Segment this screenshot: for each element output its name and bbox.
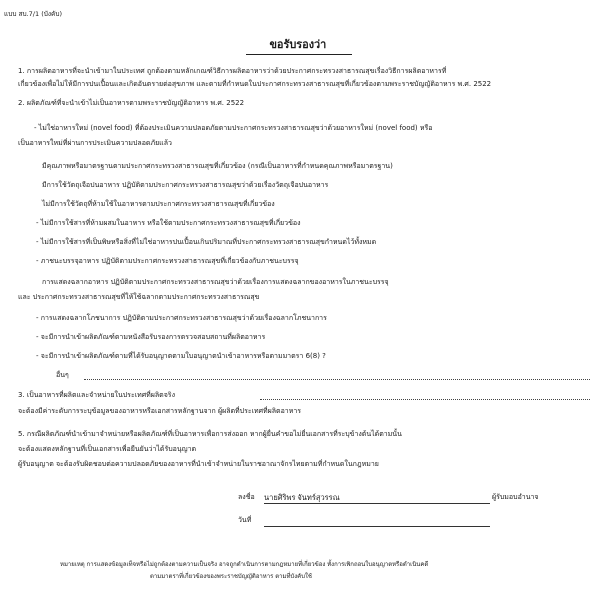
- dash-item: - ไม่มีการใช้สารที่เป็นพิษหรือสิ่งที่ไม่ใช่อาหารปนเปื้อนเกินปริมาณที่ประกาศกระทรวงสาธารณสุขกำหนดไว้ทั้งหมด: [36, 238, 377, 246]
- document-title: ขอรับรองว่า: [269, 38, 327, 51]
- checklist-item: ไม่มีการใช้วัตถุที่ห้ามใช้ในอาหารตามประกาศกระทรวงสาธารณสุขที่เกี่ยวข้อง: [42, 200, 275, 208]
- dash-item-text: ไม่มีการใช้สารที่เป็นพิษหรือสิ่งที่ไม่ใช่อาหารปนเปื้อนเกินปริมาณที่ประกาศกระทรวงสาธารณสุขกำหนดไว้ทั้งหมด: [40, 238, 377, 246]
- dash-item-text: การแสดงฉลากโภชนาการ ปฏิบัติตามประกาศกระทรวงสาธารณสุขว่าด้วยเรื่องฉลากโภชนาการ: [40, 314, 327, 322]
- label-note: และ ประกาศกระทรวงสาธารณสุขที่ให้ใช้ฉลากตามประกาศกระทรวงสาธารณสุข: [18, 293, 260, 301]
- title-underline: [246, 54, 352, 55]
- date-line: [264, 526, 490, 527]
- dash-item-text: ไม่มีการใช้สารที่ห้ามผสมในอาหาร หรือใช้ตามประกาศกระทรวงสาธารณสุขที่เกี่ยวข้อง: [40, 219, 301, 227]
- section1-line2: เกี่ยวข้องเพื่อไม่ให้มีการปนเปื้อนและเกิดอันตรายต่อสุขภาพ และตามที่กำหนดในประกาศกระทรวงสาธารณสุขที่เกี่ยวข้องตามพระราชบัญญัติอาหาร พ.ศ. 2522: [18, 80, 492, 88]
- footnote-line2: ตามมาตราที่เกี่ยวข้องของพระราชบัญญัติอาหาร ตามที่บังคับใช้: [150, 573, 312, 580]
- section1-line1: 1. การผลิตอาหารที่จะนำเข้ามาในประเทศ ถูกต้องตามหลักเกณฑ์วิธีการผลิตอาหารว่าด้วยประกาศกระทรวงสาธารณสุขเรื่องวิธีการผลิตอาหารที่: [18, 67, 447, 75]
- signer-name: นายศิริพร จันทร์สุวรรณ: [264, 493, 340, 502]
- signature-label: ลงชื่อ: [238, 493, 255, 501]
- section3-fill-line: [260, 399, 590, 400]
- dash-item: - จะมีการนำเข้าผลิตภัณฑ์ตามหนังสือรับรองการตรวจสอบสถานที่ผลิตอาหาร: [36, 333, 266, 341]
- section3-line1: 3. เป็นอาหารที่ผลิตและจำหน่ายในประเทศที่ผลิตจริง: [18, 391, 175, 399]
- checklist-item: มีคุณภาพหรือมาตรฐานตามประกาศกระทรวงสาธารณสุขที่เกี่ยวข้อง (กรณีเป็นอาหารที่กำหนดคุณภาพหรือมาตรฐาน): [42, 162, 393, 170]
- dash-item: การแสดงฉลากอาหาร ปฏิบัติตามประกาศกระทรวงสาธารณสุขว่าด้วยเรื่องการแสดงฉลากของอาหารในภาชนะบรรจุ: [42, 278, 389, 286]
- date-label: วันที่: [238, 516, 252, 524]
- dash-item: - ไม่มีการใช้สารที่ห้ามผสมในอาหาร หรือใช้ตามประกาศกระทรวงสาธารณสุขที่เกี่ยวข้อง: [36, 219, 301, 227]
- dash-item-text: จะมีการนำเข้าผลิตภัณฑ์ตามหนังสือรับรองการตรวจสอบสถานที่ผลิตอาหาร: [40, 333, 266, 341]
- section3-line2: จะต้องมีค่าระดับการระบุข้อมูลของอาหารหรือเอกสารหลักฐานจาก ผู้ผลิตที่ประเทศที่ผลิตอาหาร: [18, 407, 302, 415]
- section5-line1: 5. กรณีผลิตภัณฑ์นำเข้ามาจำหน่ายหรือผลิตภัณฑ์ที่เป็นอาหารเพื่อการส่งออก หากผู้ยื่นคำขอไม่ยื่นเอกสารที่ระบุข้างต้นได้ตามนั้น: [18, 430, 402, 438]
- checklist-item: มีการใช้วัตถุเจือปนอาหาร ปฏิบัติตามประกาศกระทรวงสาธารณสุขว่าด้วยเรื่องวัตถุเจือปนอาหาร: [42, 181, 329, 189]
- other-label: อื่นๆ: [56, 371, 69, 379]
- section5-line3: ผู้รับอนุญาต จะต้องรับผิดชอบต่อความปลอดภัยของอาหารที่นำเข้าจำหน่ายในราชอาณาจักรไทยตามที่กำหนดในกฎหมาย: [18, 460, 379, 468]
- footnote-line1: หมายเหตุ การแสดงข้อมูลเท็จหรือไม่ถูกต้องตามความเป็นจริง อาจถูกดำเนินการตามกฎหมายที่เกี่ยวข้อง ทั้งการเพิกถอนใบอนุญาตหรือดำเนินคดี: [60, 561, 429, 568]
- dash-item: - การแสดงฉลากโภชนาการ ปฏิบัติตามประกาศกระทรวงสาธารณสุขว่าด้วยเรื่องฉลากโภชนาการ: [36, 314, 327, 322]
- signature-line: [264, 503, 490, 504]
- dash-item: - จะมีการนำเข้าผลิตภัณฑ์ตามที่ได้รับอนุญาตตามใบอนุญาตนำเข้าอาหารหรือตามมาตรา 6(8) ?: [36, 352, 326, 360]
- signer-role: ผู้รับมอบอำนาจ: [492, 493, 539, 501]
- section5-line2: จะต้องแสดงหลักฐานที่เป็นเอกสารเพื่อยืนยันว่าได้รับอนุญาต: [18, 445, 197, 453]
- dash-item-text: จะมีการนำเข้าผลิตภัณฑ์ตามที่ได้รับอนุญาตตามใบอนุญาตนำเข้าอาหารหรือตามมาตรา 6(8) ?: [40, 352, 326, 360]
- section2-heading: 2. ผลิตภัณฑ์ที่จะนำเข้าไม่เป็นอาหารตามพระราชบัญญัติอาหาร พ.ศ. 2522: [18, 99, 245, 107]
- section2-detail-1: - ไม่ใช่อาหารใหม่ (novel food) ที่ต้องประเมินความปลอดภัยตามประกาศกระทรวงสาธารณสุขว่าด้วยอาหารใหม่ (novel food) หรือ: [34, 124, 433, 132]
- dash-item: - ภาชนะบรรจุอาหาร ปฏิบัติตามประกาศกระทรวงสาธารณสุขที่เกี่ยวข้องกับภาชนะบรรจุ: [36, 257, 299, 265]
- other-fill-line: [84, 379, 590, 380]
- section2-detail-2: เป็นอาหารใหม่ที่ผ่านการประเมินความปลอดภัยแล้ว: [18, 139, 172, 147]
- dash-item-text: ภาชนะบรรจุอาหาร ปฏิบัติตามประกาศกระทรวงสาธารณสุขที่เกี่ยวข้องกับภาชนะบรรจุ: [40, 257, 299, 265]
- form-code: แบบ สบ.7/1 (บังคับ): [4, 10, 63, 18]
